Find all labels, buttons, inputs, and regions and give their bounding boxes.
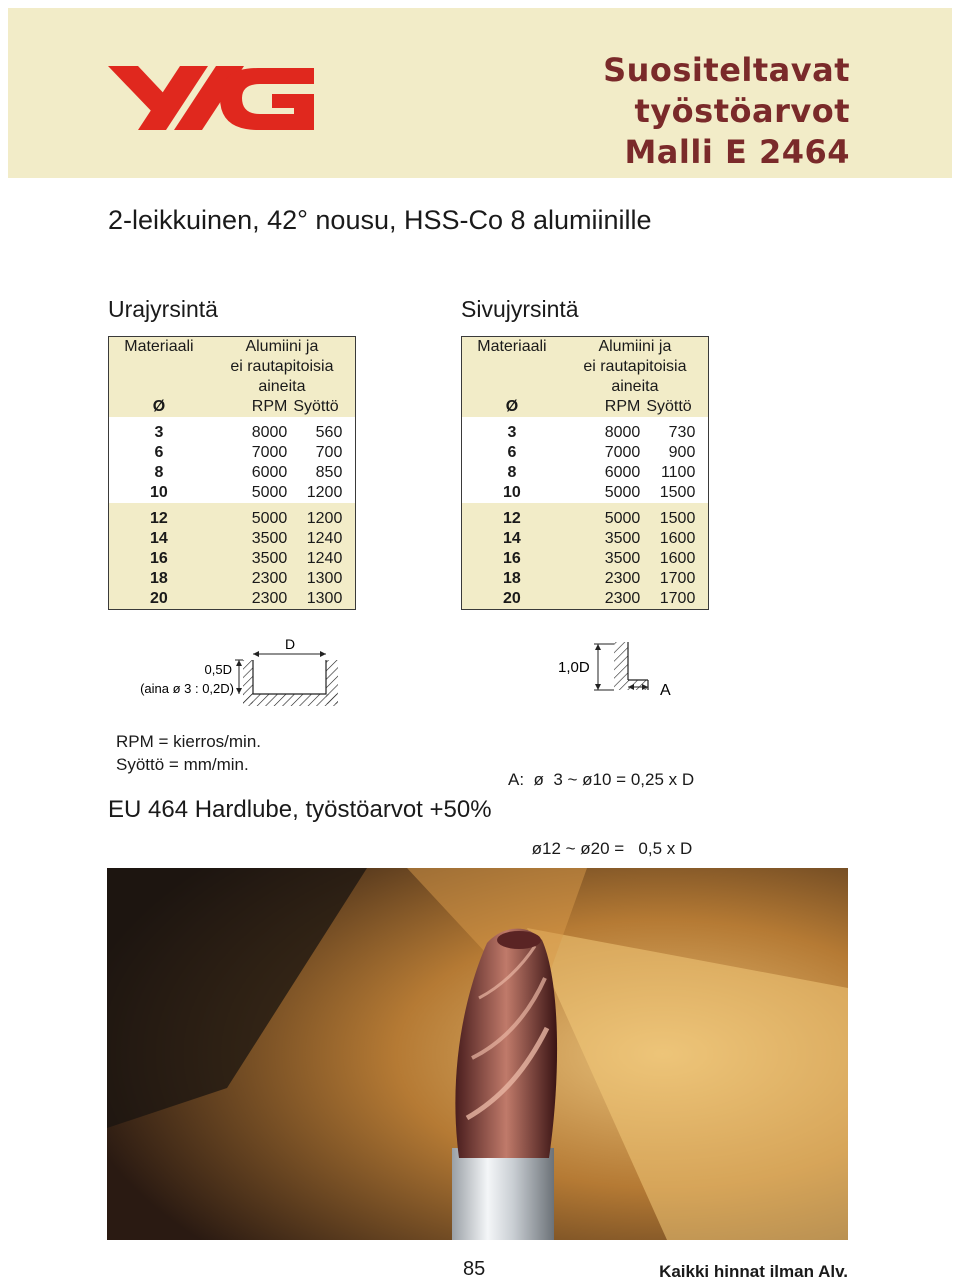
- label-a: A: [660, 682, 671, 699]
- table-row: [109, 443, 356, 463]
- cell-diameter: 16: [109, 549, 209, 569]
- cell-diameter: 10: [462, 483, 562, 503]
- table-row: [462, 529, 709, 549]
- table-row: [462, 589, 709, 610]
- cell-feed: 700: [293, 443, 342, 463]
- cell-diameter: 3: [462, 423, 562, 443]
- cell-diameter: 20: [109, 589, 209, 610]
- table-row: [462, 423, 709, 443]
- cell-diameter: 8: [109, 463, 209, 483]
- cell-diameter: 12: [109, 509, 209, 529]
- cell-feed: 1600: [646, 549, 695, 569]
- cell-rpm: 7000: [209, 443, 294, 463]
- cell-diameter: 12: [462, 509, 562, 529]
- table-row: [109, 509, 356, 529]
- legend-a-line-1: A: ø 3 ~ ø10 = 0,25 x D: [508, 770, 695, 789]
- cell-rpm: 6000: [562, 463, 647, 483]
- cell-rpm: 5000: [209, 483, 294, 503]
- section-title-urajyrsinta: Urajyrsintä: [108, 296, 218, 322]
- cell-rpm: 3500: [562, 549, 647, 569]
- material-line-1: Alumiini ja: [598, 338, 672, 355]
- material-description: [562, 337, 709, 398]
- table-urajyrsinta: [108, 336, 356, 610]
- end-mill-photo: [107, 868, 848, 1240]
- table-row: [462, 509, 709, 529]
- table-row: [462, 443, 709, 463]
- table-sivujyrsinta: [461, 336, 709, 610]
- cell-feed: 1240: [293, 549, 342, 569]
- cell-feed: 1240: [293, 529, 342, 549]
- cell-rpm: 3500: [209, 549, 294, 569]
- col-material: Materiaali: [109, 337, 209, 398]
- cell-feed: 1500: [646, 509, 695, 529]
- slot-milling-diagram: [140, 636, 350, 716]
- price-note: Kaikki hinnat ilman Alv.: [659, 1262, 848, 1281]
- col-rpm: RPM: [562, 397, 647, 417]
- cell-feed: 1300: [293, 569, 342, 589]
- label-depth-note: (aina ø 3 : 0,2D): [140, 681, 234, 696]
- cell-feed: 1100: [646, 463, 695, 483]
- cell-rpm: 6000: [209, 463, 294, 483]
- cell-rpm: 3500: [209, 529, 294, 549]
- cell-diameter: 14: [462, 529, 562, 549]
- col-feed: Syöttö: [293, 397, 342, 417]
- col-rpm: RPM: [209, 397, 294, 417]
- cell-rpm: 5000: [209, 509, 294, 529]
- cell-feed: 1200: [293, 509, 342, 529]
- cell-rpm: 5000: [562, 483, 647, 503]
- cell-diameter: 20: [462, 589, 562, 610]
- cell-feed: 1200: [293, 483, 342, 503]
- cell-diameter: 14: [109, 529, 209, 549]
- material-line-1: Alumiini ja: [245, 338, 319, 355]
- cell-feed: 1500: [646, 483, 695, 503]
- material-description: [209, 337, 356, 398]
- product-subtitle: 2-leikkuinen, 42° nousu, HSS-Co 8 alumiinille: [108, 205, 652, 235]
- col-diameter: Ø: [462, 397, 562, 417]
- cell-rpm: 8000: [562, 423, 647, 443]
- table-row: [109, 569, 356, 589]
- table-row: [109, 423, 356, 443]
- label-depth: 0,5D: [204, 662, 232, 677]
- cell-diameter: 6: [462, 443, 562, 463]
- cell-rpm: 3500: [562, 529, 647, 549]
- cell-rpm: 5000: [562, 509, 647, 529]
- material-line-2: ei rautapitoisia: [230, 358, 334, 375]
- section-title-sivujyrsinta: Sivujyrsintä: [461, 296, 579, 322]
- title-line-1: Suositeltavat: [603, 51, 850, 89]
- table-row: [462, 463, 709, 483]
- label-side-depth: 1,0D: [558, 659, 590, 676]
- cell-feed: 560: [293, 423, 342, 443]
- hardlube-note: EU 464 Hardlube, työstöarvot +50%: [108, 796, 492, 823]
- yg-logo: [108, 58, 320, 138]
- cell-rpm: 8000: [209, 423, 294, 443]
- cell-feed: 1600: [646, 529, 695, 549]
- cell-diameter: 18: [109, 569, 209, 589]
- table-row: [462, 569, 709, 589]
- cell-feed: 1300: [293, 589, 342, 610]
- cell-rpm: 7000: [562, 443, 647, 463]
- material-line-3: aineita: [258, 378, 306, 395]
- legend-a-line-2: ø12 ~ ø20 = 0,5 x D: [508, 839, 693, 858]
- table-row: [462, 549, 709, 569]
- material-line-3: aineita: [611, 378, 659, 395]
- cell-diameter: 10: [109, 483, 209, 503]
- table-row: [109, 589, 356, 610]
- col-diameter: Ø: [109, 397, 209, 417]
- legend-feed: Syöttö = mm/min.: [116, 755, 249, 774]
- cell-diameter: 16: [462, 549, 562, 569]
- document-title: [603, 50, 850, 173]
- cell-diameter: 18: [462, 569, 562, 589]
- cell-diameter: 3: [109, 423, 209, 443]
- side-milling-diagram: [550, 640, 700, 710]
- cell-rpm: 2300: [209, 569, 294, 589]
- cell-rpm: 2300: [562, 569, 647, 589]
- title-line-2: työstöarvot: [634, 92, 850, 130]
- table-row: [462, 483, 709, 503]
- cell-feed: 1700: [646, 589, 695, 610]
- title-line-3: Malli E 2464: [624, 133, 850, 171]
- table-row: [109, 463, 356, 483]
- cell-diameter: 8: [462, 463, 562, 483]
- legend-rpm: RPM = kierros/min.: [116, 732, 261, 751]
- table-row: [109, 483, 356, 503]
- label-d: D: [284, 636, 296, 652]
- cell-feed: 1700: [646, 569, 695, 589]
- table-row: [109, 549, 356, 569]
- material-line-2: ei rautapitoisia: [583, 358, 687, 375]
- cell-diameter: 6: [109, 443, 209, 463]
- cell-rpm: 2300: [209, 589, 294, 610]
- cell-rpm: 2300: [562, 589, 647, 610]
- unit-legend: [116, 730, 261, 776]
- a-value-legend: [508, 722, 694, 883]
- col-material: Materiaali: [462, 337, 562, 398]
- cell-feed: 730: [646, 423, 695, 443]
- table-row: [109, 529, 356, 549]
- page-number: 85: [463, 1258, 486, 1280]
- col-feed: Syöttö: [646, 397, 695, 417]
- cell-feed: 900: [646, 443, 695, 463]
- cell-feed: 850: [293, 463, 342, 483]
